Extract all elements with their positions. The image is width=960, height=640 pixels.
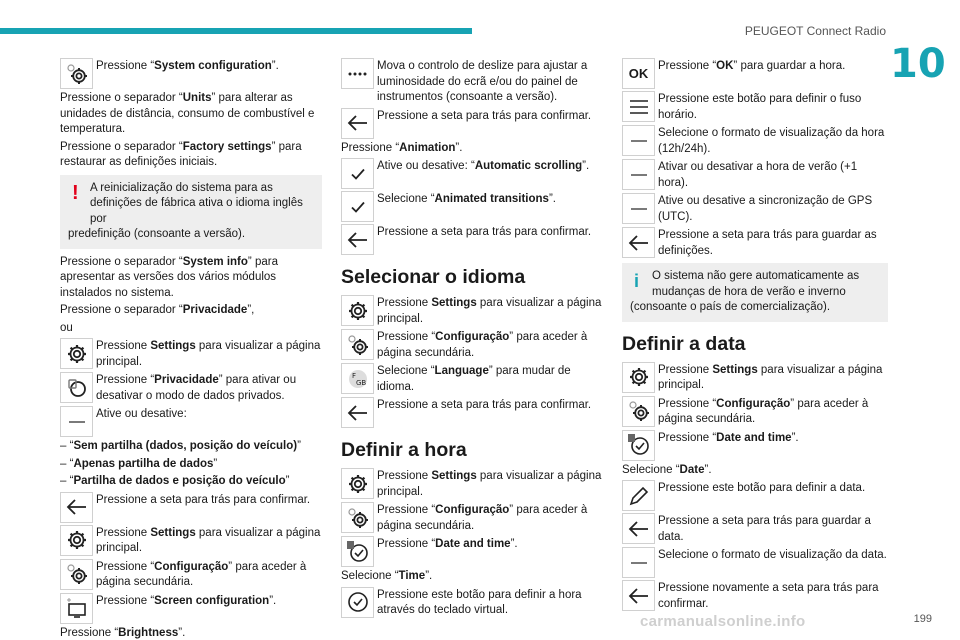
pencil-icon bbox=[622, 480, 655, 511]
back-arrow-icon bbox=[341, 108, 374, 139]
gear-icon bbox=[341, 468, 374, 499]
toggle-line-icon bbox=[622, 193, 655, 224]
step-settings: Pressione Settings para visualizar a página principal. bbox=[60, 525, 322, 557]
step-time-zone: Pressione este botão para definir o fuso horário. bbox=[622, 91, 888, 123]
list-item: – “Sem partilha (dados, posição do veículo)” bbox=[60, 440, 301, 452]
checkbox-icon bbox=[341, 158, 374, 189]
gear-icon bbox=[60, 338, 93, 369]
step-ok: OK Pressione “OK” para guardar a hora. bbox=[622, 58, 888, 89]
step-back-confirm: Pressione a seta para trás para confirmar. bbox=[341, 224, 605, 255]
step-configuracao: Pressione “Configuração” para aceder à página secundária. bbox=[341, 502, 605, 534]
step-time-format: Selecione o formato de visualização da hora (12h/24h). bbox=[622, 125, 888, 157]
toggle-line-icon bbox=[622, 547, 655, 578]
paragraph-system-info: Pressione o separador “System info” para apresentar as versões dos vários módulos instalados no sistema. bbox=[60, 255, 278, 299]
step-date-and-time: Pressione “Date and time”. bbox=[341, 536, 605, 567]
warning-icon: ! bbox=[72, 181, 79, 204]
step-date-format: Selecione o formato de visualização da data. bbox=[622, 547, 888, 578]
header-accent-bar bbox=[0, 28, 472, 34]
section-heading-language: Selecionar o idioma bbox=[341, 266, 526, 288]
language-flag-icon bbox=[341, 363, 374, 394]
gear-settings-icon bbox=[60, 58, 93, 89]
privacy-gear-icon bbox=[60, 372, 93, 403]
ok-icon: OK bbox=[622, 58, 655, 89]
gear-icon bbox=[622, 362, 655, 393]
info-note: i O sistema não gere automaticamente as mudanças de hora de verão e inverno (consoante o país de comercialização). bbox=[622, 263, 888, 322]
step-back-save: Pressione a seta para trás para guardar a data. bbox=[622, 513, 888, 545]
gear-icon bbox=[341, 295, 374, 326]
list-item: – “Apenas partilha de dados” bbox=[60, 457, 218, 470]
step-gps-sync: Ative ou desative a sincronização de GPS (UTC). bbox=[622, 193, 888, 225]
step-back-confirm: Pressione novamente a seta para trás para confirmar. bbox=[622, 580, 888, 612]
section-heading-date: Definir a data bbox=[622, 332, 746, 355]
menu-icon bbox=[622, 91, 655, 122]
back-arrow-icon bbox=[622, 227, 655, 258]
step-set-time: Pressione este botão para definir a hora através do teclado virtual. bbox=[341, 587, 605, 619]
gear-icon bbox=[60, 525, 93, 556]
step-back-confirm: Pressione a seta para trás para confirmar. bbox=[60, 492, 322, 523]
section-heading-time: Definir a hora bbox=[341, 439, 467, 461]
step-settings: Pressione Settings para visualizar a página principal. bbox=[60, 338, 322, 370]
step-configuracao: Pressione “Configuração” para aceder à página secundária. bbox=[622, 396, 888, 428]
screen-icon bbox=[60, 593, 93, 624]
paragraph-factory-settings: Pressione o separador “Factory settings” para restaurar as definições iniciais. bbox=[60, 140, 302, 168]
toggle-line-icon bbox=[60, 406, 93, 437]
step-animated-transitions: Selecione “Animated transitions”. bbox=[341, 191, 605, 222]
page-number: 199 bbox=[913, 613, 932, 625]
info-icon: i bbox=[634, 271, 640, 291]
step-settings: Pressione Settings para visualizar a página principal. bbox=[341, 468, 605, 500]
back-arrow-icon bbox=[622, 513, 655, 544]
list-item: – “Partilha de dados e posição do veículo” bbox=[60, 475, 290, 487]
step-set-date: Pressione este botão para definir a data. bbox=[622, 480, 888, 511]
column-1 bbox=[60, 58, 322, 640]
chapter-number: 10 bbox=[890, 41, 946, 87]
paragraph-date: Selecione “Date”. bbox=[622, 463, 712, 476]
step-settings: Pressione Settings para visualizar a página principal. bbox=[622, 362, 888, 394]
step-back-confirm: Pressione a seta para trás para confirmar. bbox=[341, 397, 605, 428]
step-configuracao: Pressione “Configuração” para aceder à página secundária. bbox=[60, 559, 322, 591]
clock-icon bbox=[341, 536, 374, 567]
slider-icon bbox=[341, 58, 374, 89]
back-arrow-icon bbox=[622, 580, 655, 611]
gear-settings-icon bbox=[341, 502, 374, 533]
gear-settings-icon bbox=[622, 396, 655, 427]
paragraph-units: Pressione o separador “Units” para alterar as unidades de distância, consumo de combustível e temperatura. bbox=[60, 92, 315, 135]
step-configuracao: Pressione “Configuração” para aceder à página secundária. bbox=[341, 329, 605, 361]
step-back-save: Pressione a seta para trás para guardar as definições. bbox=[622, 227, 888, 259]
step-privacidade: Pressione “Privacidade” para ativar ou desativar o modo de dados privados. bbox=[60, 372, 322, 404]
column-3 bbox=[622, 58, 888, 614]
toggle-line-icon bbox=[622, 125, 655, 156]
paragraph-time: Selecione “Time”. bbox=[341, 570, 433, 582]
toggle-line-icon bbox=[622, 159, 655, 190]
column-2 bbox=[341, 58, 605, 621]
back-arrow-icon bbox=[341, 397, 374, 428]
warning-note: ! A reinicialização do sistema para as definições de fábrica ativa o idioma inglês por predefinição (consoante a versão). bbox=[60, 175, 322, 249]
step-toggle: Ative ou desative: bbox=[60, 406, 322, 437]
gear-settings-icon bbox=[341, 329, 374, 360]
step-summer-time: Ativar ou desativar a hora de verão (+1 hora). bbox=[622, 159, 888, 191]
page-header-title: PEUGEOT Connect Radio bbox=[744, 24, 886, 38]
clock-icon bbox=[622, 430, 655, 461]
step-brightness-slider: Mova o controlo de deslize para ajustar a luminosidade do ecrã e/ou do painel de instrumentos (consoante a versão). bbox=[341, 58, 605, 106]
paragraph-animation: Pressione “Animation”. bbox=[341, 141, 463, 154]
gear-settings-icon bbox=[60, 559, 93, 590]
step-automatic-scrolling: Ative ou desative: “Automatic scrolling”. bbox=[341, 158, 605, 189]
back-arrow-icon bbox=[60, 492, 93, 523]
paragraph-brightness: Pressione “Brightness”. bbox=[60, 626, 186, 639]
step-system-configuration: Pressione “System configuration”. bbox=[60, 58, 322, 89]
back-arrow-icon bbox=[341, 224, 374, 255]
paragraph-or: ou bbox=[60, 321, 73, 334]
checkbox-icon bbox=[341, 191, 374, 222]
step-settings: Pressione Settings para visualizar a página principal. bbox=[341, 295, 605, 327]
paragraph-privacidade: Pressione o separador “Privacidade”, bbox=[60, 304, 255, 316]
watermark: carmanualsonline.info bbox=[640, 613, 806, 630]
step-back-confirm: Pressione a seta para trás para confirmar. bbox=[341, 108, 605, 139]
step-date-and-time: Pressione “Date and time”. bbox=[622, 430, 888, 461]
step-language: Selecione “Language” para mudar de idioma. bbox=[341, 363, 605, 395]
circle-check-icon bbox=[341, 587, 374, 618]
step-screen-configuration: Pressione “Screen configuration”. bbox=[60, 593, 322, 624]
privacy-options-list bbox=[60, 439, 322, 490]
